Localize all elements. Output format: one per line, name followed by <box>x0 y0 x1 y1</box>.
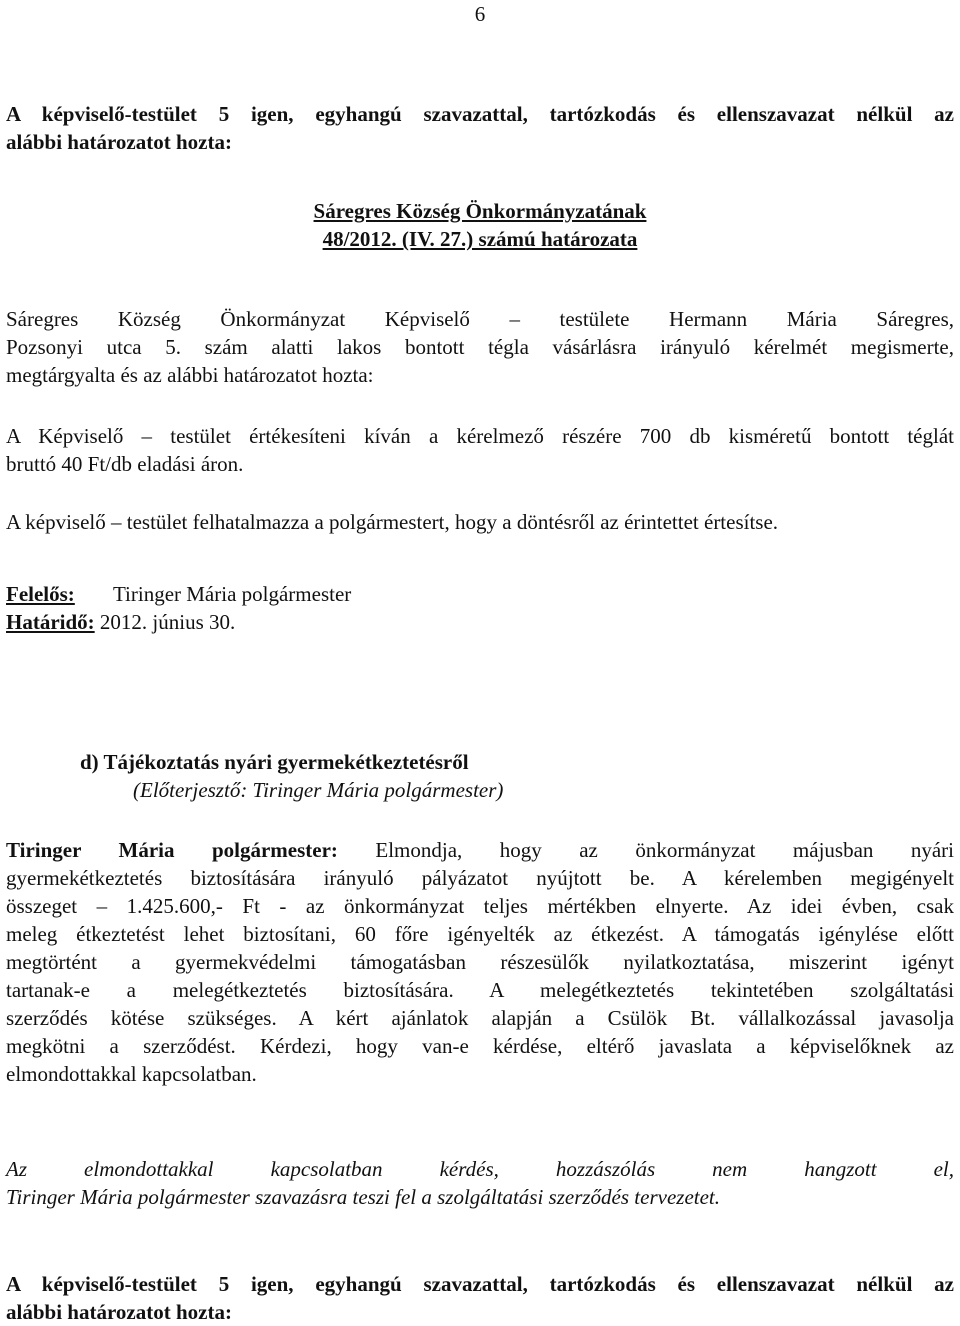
mayor-statement-line-9: elmondottakkal kapcsolatban. <box>6 1062 257 1086</box>
section-d-title: d) Tájékoztatás nyári gyermekétkeztetésről <box>80 750 469 774</box>
mayor-statement-line-3: összeget – 1.425.600,- Ft - az önkormányzat teljes mértékben elnyerte. Az idei évben, csak <box>6 894 954 918</box>
deadline-row <box>6 608 954 636</box>
mayor-statement-line-2: gyermekétkeztetés biztosítására irányuló pályázatot nyújtott be. A kérelemben megigényelt <box>6 866 954 890</box>
vote-statement-2 <box>6 1270 954 1326</box>
resolution-decision-line-1: A Képviselő – testület értékesíteni kíván a kérelmező részére 700 db kisméretű bontott téglát <box>6 424 954 448</box>
speaker-name: Tiringer Mária polgármester: <box>6 838 338 862</box>
section-d-heading <box>80 748 954 804</box>
vote-statement-1 <box>6 100 954 156</box>
vote-statement-2-line-1: A képviselő-testület 5 igen, egyhangú szavazattal, tartózkodás és ellenszavazat nélkül az <box>6 1272 954 1296</box>
resolution-intro-paragraph <box>6 305 954 389</box>
resolution-title-line-2: 48/2012. (IV. 27.) számú határozata <box>322 227 638 251</box>
mayor-statement-paragraph <box>6 836 954 1088</box>
page-number: 6 <box>474 2 486 26</box>
resolution-intro-line-2: Pozsonyi utca 5. szám alatti lakos bontott tégla vásárlásra irányuló kérelmét megismerte, <box>6 335 954 359</box>
resolution-authorization-paragraph <box>6 508 954 536</box>
mayor-statement-line-8: megkötni a szerződést. Kérdezi, hogy van-e kérdése, eltérő javaslata a képviselőknek az <box>6 1034 954 1058</box>
resolution-authorization-line: A képviselő – testület felhatalmazza a polgármestert, hogy a döntésről az érintettet értesítse. <box>6 510 779 534</box>
discussion-note-line-2: Tiringer Mária polgármester szavazásra teszi fel a szolgáltatási szerződés tervezetet. <box>6 1185 720 1209</box>
vote-statement-1-line-1: A képviselő-testület 5 igen, egyhangú szavazattal, tartózkodás és ellenszavazat nélkül az <box>6 102 954 126</box>
responsible-value: Tiringer Mária polgármester <box>112 582 352 606</box>
deadline-label: Határidő: <box>6 610 95 634</box>
resolution-decision-paragraph <box>6 422 954 478</box>
mayor-statement-line-1: Tiringer Mária polgármester: Elmondja, hogy az önkormányzat májusban nyári <box>6 838 955 862</box>
resolution-title-line-1: Sáregres Község Önkormányzatának <box>313 199 647 223</box>
resolution-intro-line-1: Sáregres Község Önkormányzat Képviselő – testülete Hermann Mária Sáregres, <box>6 307 954 331</box>
resolution-title <box>6 197 954 253</box>
mayor-statement-line-4: meleg étkeztetést lehet biztosítani, 60 főre igényelték az étkezést. A támogatás igénylése előtt <box>6 922 954 946</box>
mayor-statement-line-7: szerződés kötése szükséges. A kért ajánlatok alapján a Csülök Bt. vállalkozással javasolja <box>6 1006 954 1030</box>
discussion-note-paragraph <box>6 1155 954 1211</box>
mayor-statement-line-6: tartanak-e a melegétkeztetés biztosítására. A melegétkeztetés tekintetében szolgáltatási <box>6 978 954 1002</box>
vote-statement-1-line-2: alábbi határozatot hozta: <box>6 130 232 154</box>
responsible-row <box>6 580 954 608</box>
mayor-statement-line-5: megtörtént a gyermekvédelmi támogatásban részesülők nyilatkoztatása, miszerint igényt <box>6 950 954 974</box>
vote-statement-2-line-2: alábbi határozatot hozta: <box>6 1300 232 1324</box>
responsible-label: Felelős: <box>6 582 75 606</box>
deadline-value: 2012. június 30. <box>99 610 236 634</box>
discussion-note-line-1: Az elmondottakkal kapcsolatban kérdés, hozzászólás nem hangzott el, <box>6 1157 954 1181</box>
section-d-presenter: (Előterjesztő: Tiringer Mária polgármester) <box>133 778 504 802</box>
resolution-decision-line-2: bruttó 40 Ft/db eladási áron. <box>6 452 244 476</box>
resolution-intro-line-3: megtárgyalta és az alábbi határozatot hozta: <box>6 363 374 387</box>
